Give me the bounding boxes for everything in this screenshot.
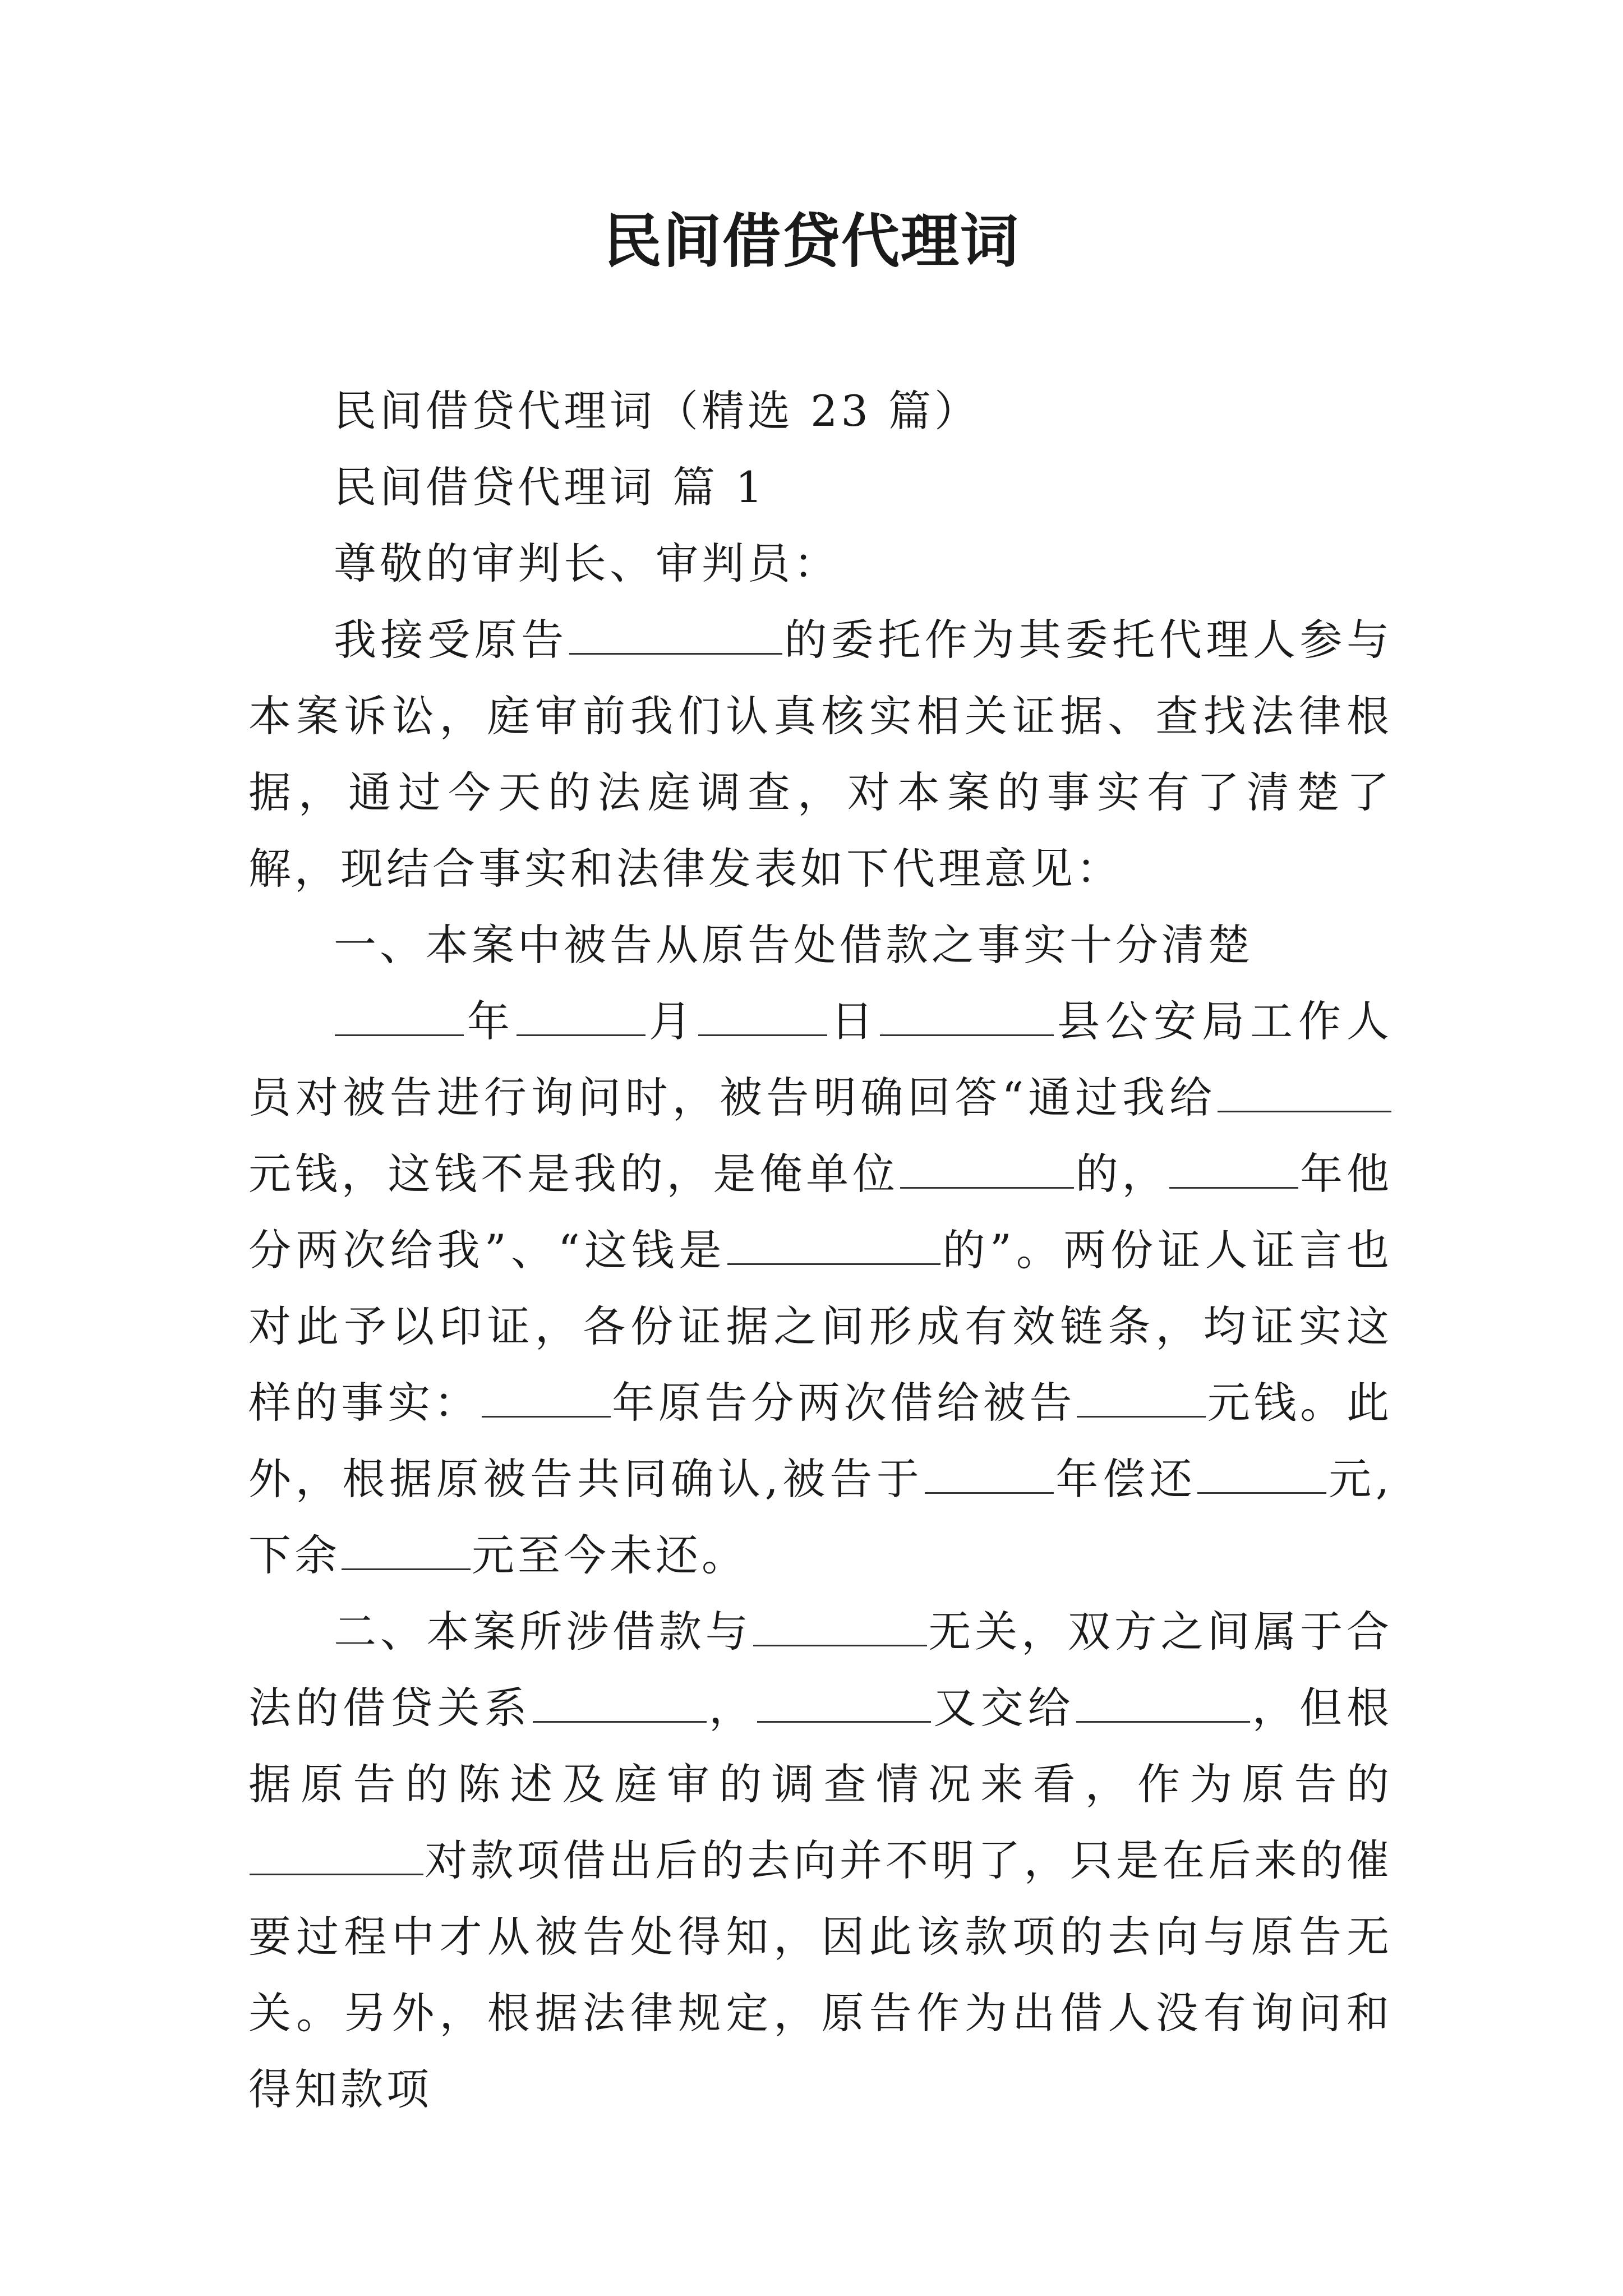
p2-text-c: 的， <box>1075 1149 1169 1199</box>
blank-field <box>517 1001 645 1036</box>
blank-field <box>482 1382 611 1418</box>
blank-field <box>1169 1153 1298 1189</box>
blank-field <box>1077 1382 1206 1418</box>
paragraph-1 <box>248 602 1393 907</box>
p2-text-b: 元钱，这钱不是我的，是俺单位 <box>248 1149 899 1199</box>
blank-field <box>250 1840 423 1875</box>
p2-text-i: 元,下余 <box>248 1454 1393 1580</box>
h2-text-e: ，但根据原告的陈述及庭审的调查情况来看，作为原告的 <box>248 1683 1393 1809</box>
heading-2 <box>248 1594 1393 2128</box>
blank-field <box>925 1458 1054 1494</box>
p2-text-a: 县公安局工作人员对被告进行询问时，被告明确回答“通过我给 <box>248 996 1393 1122</box>
blank-field <box>753 1611 927 1646</box>
p1-text-b: 的委托作为其委托代理人参与本案诉讼，庭审前我们认真核实相关证据、查找法律根据，通过今天的法庭调查，对本案的事实有了清楚了解，现结合事实和法律发表如下代理意见： <box>248 615 1393 894</box>
blank-field <box>335 1001 464 1036</box>
blank-field <box>880 1001 1054 1036</box>
document-body <box>248 373 1393 2128</box>
h2-text-d: 又交给 <box>932 1683 1075 1733</box>
p2-text-h: 年偿还 <box>1054 1454 1197 1504</box>
subtitle: 民间借贷代理词（精选 23 篇） <box>334 386 981 436</box>
blank-field <box>698 1001 827 1036</box>
p2-text-g: 元钱。此外，根据原被告共同确认,被告于 <box>248 1378 1393 1504</box>
h2-text-c: ， <box>707 1683 757 1733</box>
paragraph-2 <box>248 983 1393 1594</box>
p1-text-a: 我接受原告 <box>334 615 568 665</box>
blank-field <box>1218 1077 1391 1112</box>
section-heading: 民间借贷代理词 篇 1 <box>334 462 766 512</box>
salutation: 尊敬的审判长、审判员： <box>334 539 840 588</box>
blank-field <box>757 1687 931 1723</box>
document-title: 民间借贷代理词 <box>603 207 1020 275</box>
h2-text-a: 二、本案所涉借款与 <box>334 1607 752 1657</box>
p2-text-f: 年原告分两次借给被告 <box>611 1378 1076 1428</box>
blank-field <box>342 1535 471 1570</box>
p2-year: 年 <box>465 996 515 1046</box>
blank-field <box>1076 1687 1250 1723</box>
p2-day: 日 <box>828 996 879 1046</box>
blank-field <box>569 619 782 655</box>
p2-text-e: 的”。两份证人证言也对此予以印证，各份证据之间形成有效链条，均证实这样的事实： <box>248 1225 1393 1428</box>
blank-field <box>900 1153 1074 1189</box>
h2-text-f: 对款项借出后的去向并不明了，只是在后来的催要过程中才从被告处得知，因此该款项的去向与原告无关。另外，根据法律规定，原告作为出借人没有询问和得知款项 <box>248 1835 1393 2114</box>
blank-field <box>1197 1458 1326 1494</box>
h2-text-b: 无关，双方之间属于合法的借贷关系 <box>248 1607 1393 1733</box>
blank-field <box>727 1230 940 1265</box>
p2-text-d: 年他分两次给我”、“这钱是 <box>248 1149 1393 1275</box>
blank-field <box>533 1687 707 1723</box>
heading-1: 一、本案中被告从原告处借款之事实十分清楚 <box>334 920 1253 970</box>
p2-month: 月 <box>647 996 697 1046</box>
p2-text-j: 元至今未还。 <box>472 1530 748 1580</box>
